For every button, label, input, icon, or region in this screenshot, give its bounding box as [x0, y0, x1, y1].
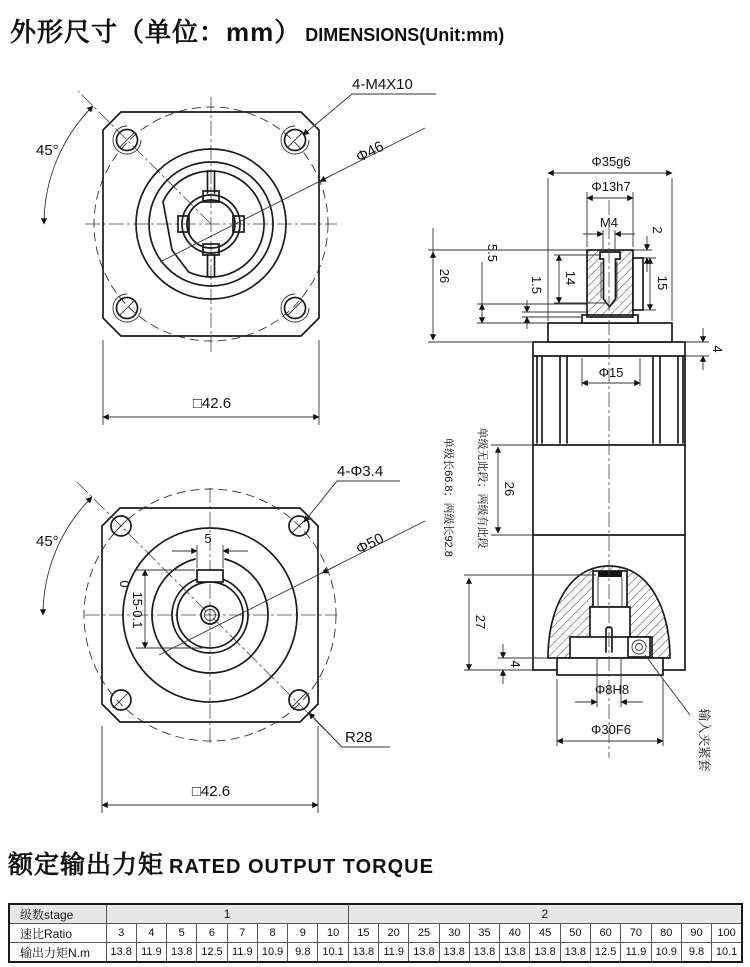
front-square-dim: □42.6 — [192, 395, 232, 412]
torque-cell: 12.5 — [591, 943, 621, 963]
ratio-cell: 30 — [439, 924, 469, 943]
side-shaft-dia-dim: Φ13h7 — [591, 179, 631, 194]
ratio-cell: 25 — [409, 924, 439, 943]
ratio-cell: 45 — [530, 924, 560, 943]
page-title-en: DIMENSIONS(Unit:mm) — [305, 25, 505, 45]
page-title-zh: 外形尺寸（单位：mm） — [10, 17, 302, 47]
ratio-cell: 50 — [560, 924, 590, 943]
side-boss-height-dim: 5.5 — [485, 243, 500, 263]
side-pilot-dia-dim: Φ15 — [598, 365, 624, 380]
front-flange-view — [36, 76, 436, 425]
ratio-cell: 9 — [288, 924, 318, 943]
side-clamp-note: 输入夹紧套 — [697, 708, 711, 772]
side-input-depth-dim: 27 — [473, 614, 488, 630]
torque-cell: 13.8 — [106, 943, 136, 963]
front-pilot-dia-dim: Φ46 — [353, 137, 387, 167]
side-input-pilot-dim: Φ30F6 — [590, 722, 632, 737]
torque-cell: 10.1 — [712, 943, 742, 963]
rear-flange-view — [36, 463, 425, 813]
torque-cell: 10.9 — [651, 943, 681, 963]
torque-cell: 13.8 — [409, 943, 439, 963]
torque-cell: 11.9 — [621, 943, 651, 963]
torque-cell: 13.8 — [348, 943, 378, 963]
side-section-view — [428, 154, 725, 772]
torque-cell: 10.1 — [318, 943, 348, 963]
torque-cell: 13.8 — [530, 943, 560, 963]
ratio-cell: 4 — [136, 924, 166, 943]
ratio-cell: 80 — [651, 924, 681, 943]
rear-corner-radius-dim: R28 — [345, 729, 373, 746]
torque-cell: 13.8 — [439, 943, 469, 963]
side-shaft-length-dim: 26 — [437, 268, 452, 284]
shaft-key — [633, 258, 643, 310]
torque-cell: 11.9 — [227, 943, 257, 963]
torque-cell: 11.9 — [379, 943, 409, 963]
ratio-cell: 7 — [227, 924, 257, 943]
ratio-cell: 10 — [318, 924, 348, 943]
torque-row — [9, 943, 742, 963]
ratio-cell: 40 — [500, 924, 530, 943]
keyway — [197, 570, 223, 582]
stage-row — [9, 904, 742, 924]
side-tap-depth-dim: 14 — [563, 270, 578, 286]
ratio-cell: 20 — [379, 924, 409, 943]
stage-cell: 2 — [348, 904, 742, 924]
ratio-cell: 8 — [257, 924, 287, 943]
torque-title — [8, 845, 434, 881]
torque-cell: 9.8 — [288, 943, 318, 963]
front-angle-dim: 45° — [36, 142, 59, 159]
torque-cell: 13.8 — [560, 943, 590, 963]
torque-row-label: 输出力矩N.m — [9, 943, 106, 963]
rear-shaft-len-dim: 15-0.1 — [130, 591, 145, 629]
torque-table — [8, 903, 743, 963]
rear-pilot-dia-dim: Φ50 — [353, 529, 387, 559]
torque-cell: 13.8 — [500, 943, 530, 963]
side-key-length-dim: 15 — [655, 275, 670, 291]
torque-cell: 13.8 — [469, 943, 499, 963]
rear-tol-upper: 0 — [117, 580, 132, 588]
torque-cell: 10.9 — [257, 943, 287, 963]
side-tap-dim: M4 — [599, 215, 619, 230]
side-section-note: 单级无此段；两级有此段 — [476, 427, 488, 549]
ratio-cell: 35 — [469, 924, 499, 943]
torque-cell: 13.8 — [167, 943, 197, 963]
stage-row-label: 级数stage — [9, 904, 106, 924]
side-base-thickness-dim: 4 — [508, 660, 523, 668]
torque-title-zh: 额定输出力矩 — [8, 851, 165, 879]
side-stage-section-dim: 26 — [502, 481, 517, 497]
torque-cell: 11.9 — [136, 943, 166, 963]
ratio-cell: 5 — [167, 924, 197, 943]
ratio-cell: 3 — [106, 924, 136, 943]
rear-square-dim: □42.6 — [191, 783, 231, 800]
side-collar-step-dim: 1.5 — [529, 275, 544, 295]
side-length-note: 单级长66.8；两级长92.8 — [442, 437, 454, 557]
ratio-cell: 100 — [712, 924, 742, 943]
front-thread-note: 4-M4X10 — [352, 76, 413, 93]
ratio-cell: 60 — [591, 924, 621, 943]
ratio-cell: 90 — [681, 924, 711, 943]
rear-angle-dim: 45° — [36, 533, 59, 550]
side-output-pilot-dim: Φ35g6 — [591, 154, 631, 169]
side-key-offset-dim: 2 — [650, 226, 665, 234]
rear-hole-note: 4-Φ3.4 — [337, 463, 384, 480]
ratio-cell: 70 — [621, 924, 651, 943]
torque-cell: 9.8 — [681, 943, 711, 963]
rear-key-width-dim: 5 — [204, 531, 212, 546]
ratio-row — [9, 924, 742, 943]
stage-cell: 1 — [106, 904, 348, 924]
output-flange — [548, 323, 672, 342]
side-input-bore-dim: Φ8H8 — [594, 682, 630, 697]
ratio-cell: 6 — [197, 924, 227, 943]
ratio-cell: 15 — [348, 924, 378, 943]
ratio-row-label: 速比Ratio — [9, 924, 106, 943]
torque-title-en: RATED OUTPUT TORQUE — [169, 856, 434, 878]
side-flange-thickness-dim: 4 — [710, 345, 725, 353]
base-plate — [557, 658, 663, 675]
torque-cell: 12.5 — [197, 943, 227, 963]
input-bore-opening — [598, 571, 622, 577]
